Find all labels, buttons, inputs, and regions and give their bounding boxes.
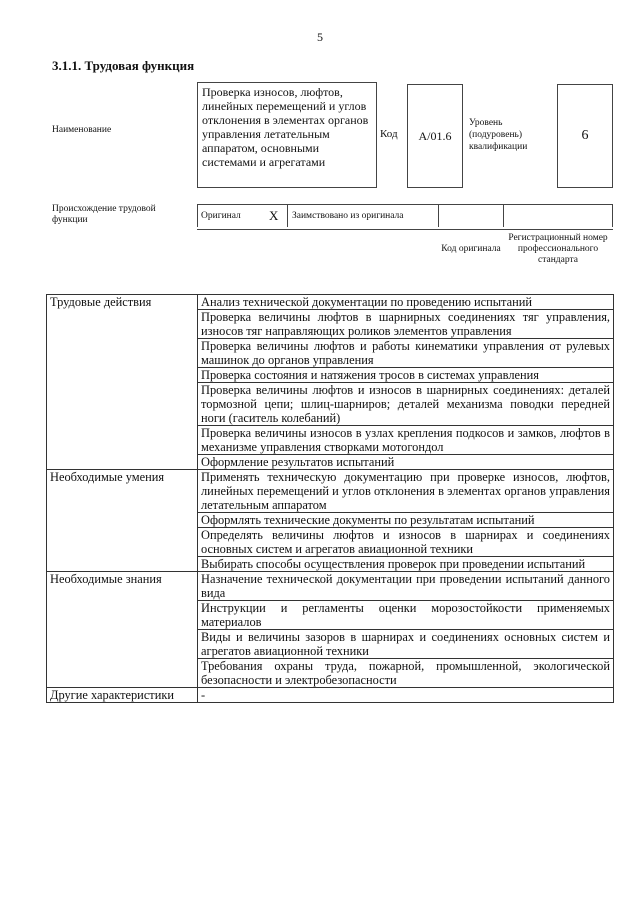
list-item: Оформление результатов испытаний xyxy=(198,455,614,470)
table-row xyxy=(47,295,614,310)
original-code-caption: Код оригинала xyxy=(441,244,501,254)
list-item: Требования охраны труда, пожарной, промышленной, экологической безопасности и электробезопасности xyxy=(198,659,614,688)
table-row xyxy=(47,688,614,703)
labor-function-table xyxy=(46,294,614,703)
list-item: Оформлять технические документы по результатам испытаний xyxy=(198,513,614,528)
qualification-level-value: 6 xyxy=(557,84,613,188)
category-other-characteristics: Другие характеристики xyxy=(47,688,198,703)
list-item: Проверка состояния и натяжения тросов в системах управления xyxy=(198,368,614,383)
category-required-knowledge: Необходимые знания xyxy=(47,572,198,688)
name-label: Наименование xyxy=(52,125,112,135)
registration-number-caption: Регистрационный номер профессионального стандарта xyxy=(508,233,608,265)
list-item: Назначение технической документации при проведении испытаний данного вида xyxy=(198,572,614,601)
list-item: Проверка величины люфтов в шарнирных соединениях тяг управления, износов тяг направляющих роликов элементов управления xyxy=(198,310,614,339)
original-label: Оригинал xyxy=(201,211,241,221)
code-label: Код xyxy=(380,128,398,140)
page-number: 5 xyxy=(317,30,323,44)
borrowed-label: Заимствовано из оригинала xyxy=(292,211,404,221)
table-row xyxy=(47,572,614,601)
original-mark: X xyxy=(269,208,279,223)
list-item: Проверка величины износов в узлах крепления подкосов и замков, люфтов в механизме управления створками мотогондол xyxy=(198,426,614,455)
code-value: А/01.6 xyxy=(407,84,463,188)
list-item: Проверка величины люфтов и износов в шарнирных соединениях: деталей тормозной цепи; шлиц-шарниров; деталей механизма поводки передней ноги (гаситель колебаний) xyxy=(198,383,614,426)
list-item: Анализ технической документации по проведению испытаний xyxy=(198,295,614,310)
section-title: 3.1.1. Трудовая функция xyxy=(52,58,195,73)
list-item: Применять техническую документацию при проверке износов, люфтов, линейных перемещений и углов отклонения в элементах органов управления летательным аппаратом xyxy=(198,470,614,513)
category-required-skills: Необходимые умения xyxy=(47,470,198,572)
origin-row xyxy=(197,204,613,230)
list-item: Проверка величины люфтов и работы кинематики управления от рулевых машинок до органов управления xyxy=(198,339,614,368)
table-row xyxy=(47,470,614,513)
list-item: Определять величины люфтов и износов в шарнирах и соединениях основных систем и агрегатов авиационной техники xyxy=(198,528,614,557)
list-item: Виды и величины зазоров в шарнирах и соединениях основных систем и агрегатов авиационной техники xyxy=(198,630,614,659)
list-item: Инструкции и регламенты оценки морозостойкости применяемых материалов xyxy=(198,601,614,630)
origin-label: Происхождение трудовой функции xyxy=(52,204,156,225)
list-item: - xyxy=(198,688,614,703)
category-labor-actions: Трудовые действия xyxy=(47,295,198,470)
list-item: Выбирать способы осуществления проверок при проведении испытаний xyxy=(198,557,614,572)
function-name-value: Проверка износов, люфтов, линейных перемещений и углов отклонения в элементах органов управления летательным аппаратом, основными системами и агрегатами xyxy=(197,82,377,188)
qualification-level-label: Уровень (подуровень) квалификации xyxy=(469,118,528,152)
